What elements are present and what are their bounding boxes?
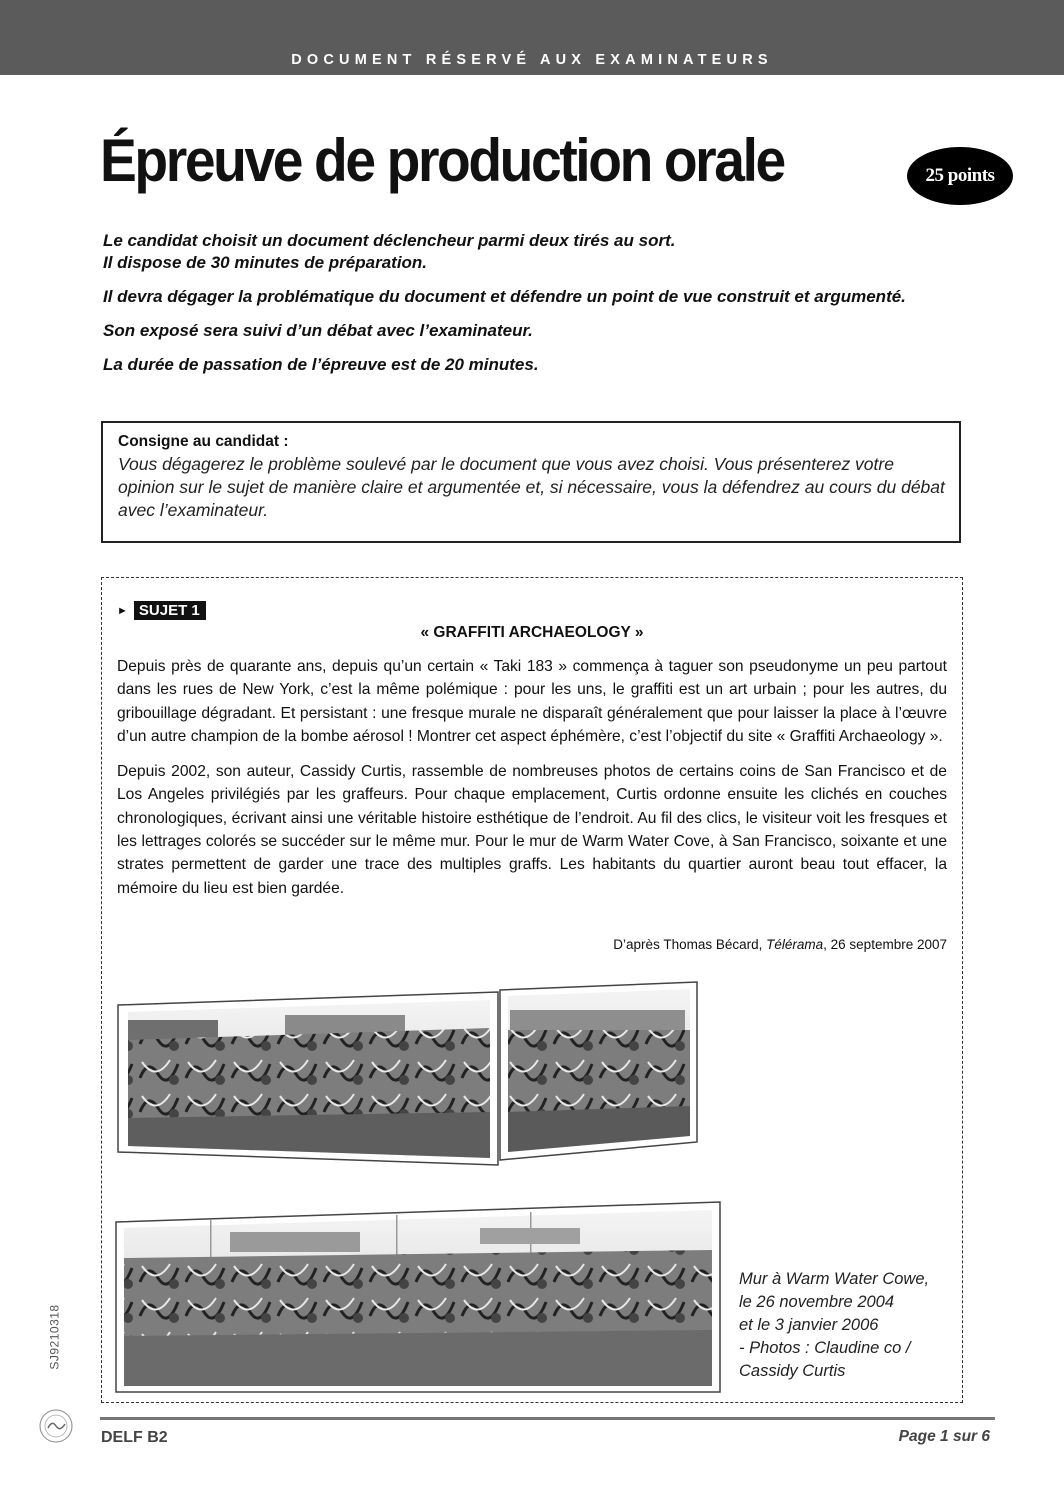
source-suffix: , 26 septembre 2007 [823,937,947,952]
source-publication: Télérama [766,937,824,952]
photo-bottom-wide [116,1202,720,1392]
article-paragraph: Depuis près de quarante ans, depuis qu’un certain « Taki 183 » commença à taguer son pseudonyme un peu partout dans les rues de New York, c’est la même polémique : pour les uns, le graffiti est un art urbain ; pour les autres, du gribouillage dégradant. Et persistant : une fresque murale ne disparaît généralement que pour laisser la place à l’œuvre d’un autre champion de la bombe aérosol ! Montrer cet aspect éphémère, c’est l’objectif du site « Graffiti Archaeology ». [117,658,947,745]
points-badge: 25 points [907,147,1013,205]
document-code [47,1300,72,1380]
caption-line: Mur à Warm Water Cowe, [739,1270,930,1288]
intro-paragraph: Son exposé sera suivi d’un débat avec l’examinateur. [103,321,533,340]
banner-text: DOCUMENT RÉSERVÉ AUX EXAMINATEURS [291,51,773,68]
article-title: « GRAFFITI ARCHAEOLOGY » [420,624,644,641]
consigne-text: Vous dégagerez le problème soulevé par le document que vous avez choisi. Vous présenterez votre opinion sur le sujet de manière claire et argumentée et, si nécessaire, vous la défendrez au cours du débat avec l’examinateur. [118,454,945,520]
sujet-tag: SUJET 1 [134,601,206,620]
caption-line: et le 3 janvier 2006 [739,1316,879,1334]
caption-line: - Photos : Claudine co / [739,1339,911,1357]
consigne-label: Consigne au candidat : [118,433,289,450]
intro-paragraph: Le candidat choisit un document déclencheur parmi deux tirés au sort. Il dispose de 30 minutes de préparation. [103,231,676,272]
photo-top-right [500,982,697,1160]
caption-line: Cassidy Curtis [739,1362,846,1380]
caption-line: le 26 novembre 2004 [739,1293,895,1311]
document-code-text: SJ9210318 [47,1304,62,1370]
intro-paragraph: La durée de passation de l’épreuve est de 20 minutes. [103,355,539,374]
footer-divider [100,1417,995,1420]
page-title: Épreuve de production orale [100,127,784,194]
photo-caption [739,1268,929,1383]
page-number: Page 1 sur 6 [898,1428,990,1445]
intro-paragraph: Il devra dégager la problématique du document et défendre un point de vue construit et argumenté. [103,287,906,306]
article-paragraph: Depuis 2002, son auteur, Cassidy Curtis, rassemble de nombreuses photos de certains coins de San Francisco et de Los Angeles privilégiés par les graffeurs. Pour chaque emplacement, Curtis ordonne ensuite les clichés en couches chronologiques, écrivant ainsi une véritable histoire esthétique de l’endroit. Au fil des clics, le visiteur voit les fresques et les lettrages colorés se succéder sur le même mur. Pour le mur de Warm Water Cove, à San Francisco, soixante et une strates permettent de garder une trace des multiples graffs. Les habitants du quartier auront beau tout effacer, la mémoire du lieu est bien gardée. [117,763,947,897]
triangle-right-icon: ► [117,604,128,617]
photo-top-left [118,992,498,1165]
delf-dalf-logo [38,1408,74,1444]
source-prefix: D’après Thomas Bécard, [613,937,767,952]
footer-exam-level: DELF B2 [101,1429,168,1446]
